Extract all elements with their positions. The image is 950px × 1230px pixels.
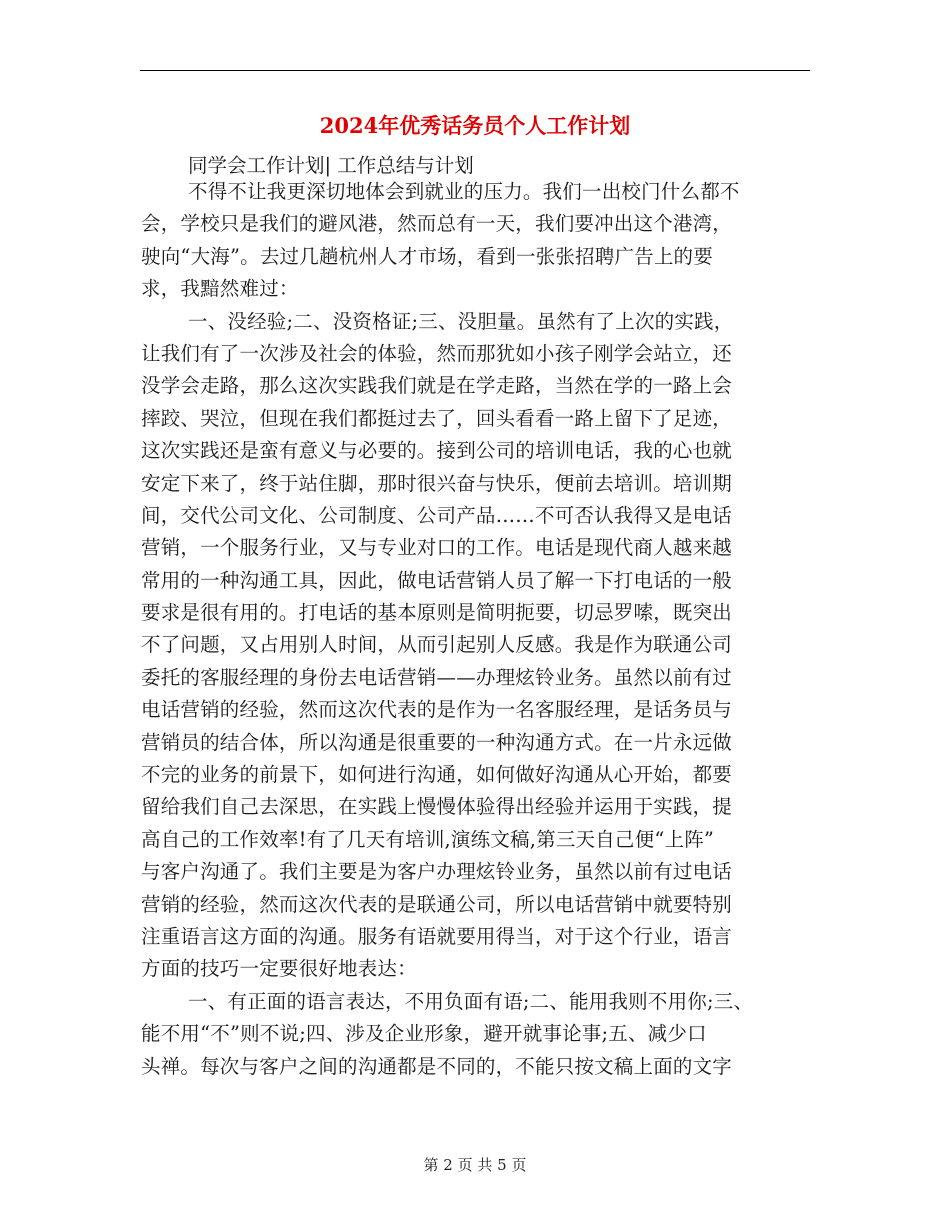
body-line: 没学会走路，那么这次实践我们就是在学走路，当然在学的一路上会: [141, 374, 733, 398]
body-line: 会，学校只是我们的避风港，然而总有一天，我们要冲出这个港湾，: [141, 212, 733, 236]
document-subtitle: 同学会工作计划| 工作总结与计划: [188, 154, 474, 177]
body-line: 营销，一个服务行业，又与专业对口的工作。电话是现代商人越来越: [141, 536, 733, 560]
body-line: 常用的一种沟通工具，因此，做电话营销人员了解一下打电话的一般: [141, 568, 733, 592]
document-title: 2024年优秀话务员个人工作计划: [319, 113, 631, 138]
body-line: 安定下来了，终于站住脚，那时很兴奋与快乐，便前去培训。培训期: [141, 471, 733, 495]
page-number: 第 2 页 共 5 页: [423, 1156, 527, 1174]
body-line: 不了问题，又占用别人时间，从而引起别人反感。我是作为联通公司: [141, 633, 733, 657]
body-line: 营销员的结合体，所以沟通是很重要的一种沟通方式。在一片永远做: [141, 730, 733, 754]
body-line: 驶向“大海”。去过几趟杭州人才市场，看到一张张招聘广告上的要: [141, 244, 713, 268]
body-line: 间，交代公司文化、公司制度、公司产品……不可否认我得又是电话: [141, 503, 733, 527]
body-line: 留给我们自己去深思，在实践上慢慢体验得出经验并运用于实践，提: [141, 795, 733, 819]
body-line: 与客户沟通了。我们主要是为客户办理炫铃业务，虽然以前有过电话: [141, 860, 733, 884]
body-line: 不完的业务的前景下，如何进行沟通，如何做好沟通从心开始，都要: [141, 763, 733, 787]
body-line: 方面的技巧一定要很好地表达：: [141, 957, 417, 981]
body-line: 头禅。每次与客户之间的沟通都是不同的，不能只按文稿上面的文字: [141, 1054, 733, 1078]
body-line: 电话营销的经验，然而这次代表的是作为一名客服经理，是话务员与: [141, 698, 733, 722]
body-line: 不得不让我更深切地体会到就业的压力。我们一出校门什么都不: [188, 180, 740, 203]
body-line: 一、有正面的语言表达，不用负面有语;二、能用我则不用你;三、: [188, 989, 754, 1013]
header-rule: [140, 70, 810, 71]
body-line: 一、没经验;二、没资格证;三、没胆量。虽然有了上次的实践，: [188, 309, 734, 333]
body-line: 求，我黯然难过：: [141, 277, 299, 301]
body-line: 能不用“不”则不说;四、涉及企业形象，避开就事论事;五、减少口: [141, 1022, 707, 1046]
body-line: 这次实践还是蛮有意义与必要的。接到公司的培训电话，我的心也就: [141, 439, 733, 463]
body-line: 让我们有了一次涉及社会的体验，然而那犹如小孩子刚学会站立，还: [141, 341, 733, 365]
body-line: 要求是很有用的。打电话的基本原则是简明扼要，切忌罗嗦，既突出: [141, 601, 733, 625]
body-line: 注重语言这方面的沟通。服务有语就要用得当，对于这个行业，语言: [141, 924, 733, 948]
body-line: 营销的经验，然而这次代表的是联通公司，所以电话营销中就要特别: [141, 892, 733, 916]
body-line: 高自己的工作效率!有了几天有培训,演练文稿,第三天自己便“上阵”: [141, 827, 715, 851]
body-line: 委托的客服经理的身份去电话营销——办理炫铃业务。虽然以前有过: [141, 665, 733, 689]
document-body: [141, 176, 811, 1083]
body-line: 摔跤、哭泣，但现在我们都挺过去了，回头看看一路上留下了足迹，: [141, 406, 733, 430]
